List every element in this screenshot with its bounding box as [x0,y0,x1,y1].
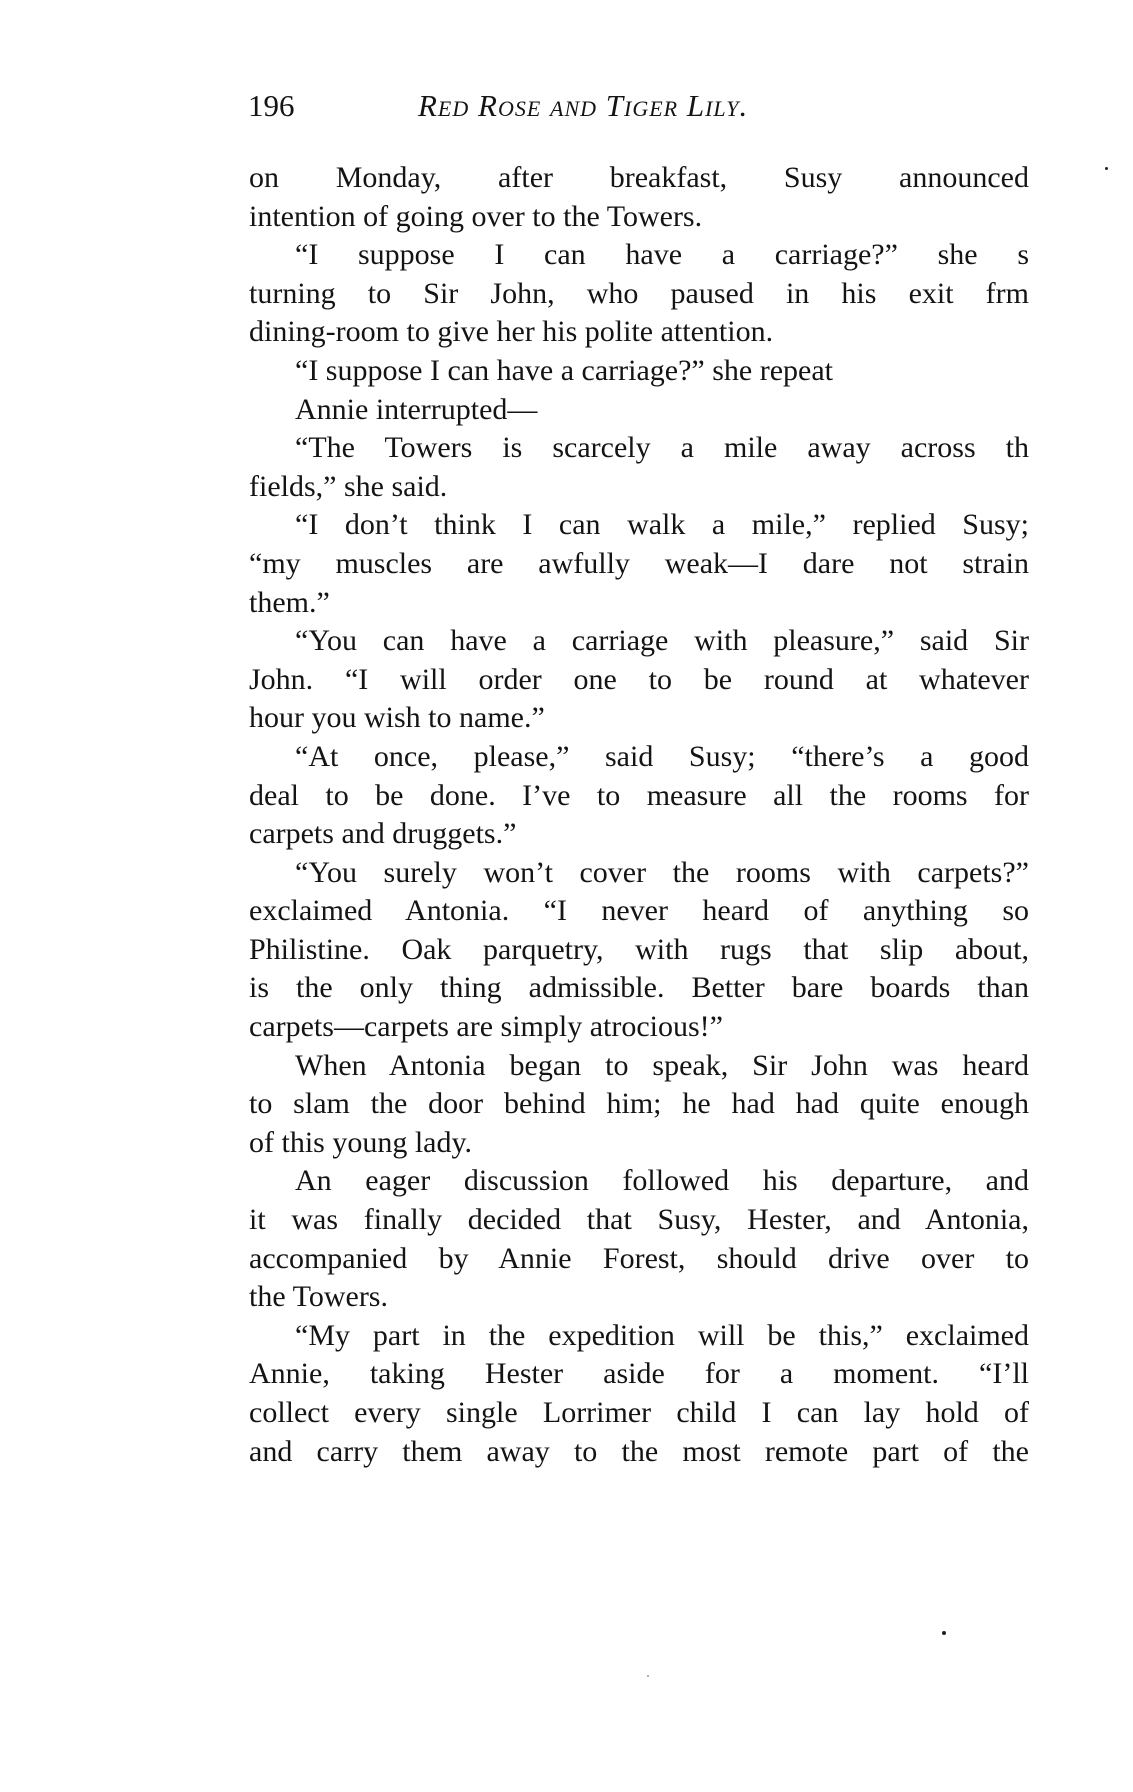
text-line: “The Towers is scarcely a mile away across th [295,431,1029,465]
text-line: exclaimed Antonia. “I never heard of anything so [249,894,1029,928]
text-line: hour you wish to name.” [249,701,545,735]
text-line: “You surely won’t cover the rooms with carpets?” [295,855,1029,889]
text-line: turning to Sir John, who paused in his exit frm [249,276,1029,310]
text-line: dining-room to give her his polite attention. [249,315,774,349]
text-line: Annie interrupted— [295,392,538,426]
text-line: carpets and druggets.” [249,817,517,851]
page-header [248,86,1048,126]
text-line: deal to be done. I’ve to measure all the rooms for [249,778,1029,812]
text-line: is the only thing admissible. Better bare boards than [249,971,1029,1005]
text-line: John. “I will order one to be round at whatever [249,662,1029,696]
text-line: “I suppose I can have a carriage?” she s [295,238,1029,272]
text-line: An eager discussion followed his departure, and [295,1164,1029,1198]
text-line: Annie, taking Hester aside for a moment. “I’ll [249,1357,1029,1391]
text-line: “I suppose I can have a carriage?” she repeat [295,353,834,387]
text-line: “You can have a carriage with pleasure,” said Sir [295,624,1029,658]
scan-speck [942,1631,946,1635]
body-text [249,159,1029,1471]
text-line: When Antonia began to speak, Sir John was heard [295,1048,1029,1082]
text-line: and carry them away to the most remote part of the [249,1434,1029,1468]
text-line: them.” [249,585,330,619]
text-line: “My part in the expedition will be this,” exclaimed [295,1318,1029,1352]
text-line: carpets—carpets are simply atrocious!” [249,1010,723,1044]
text-line: “At once, please,” said Susy; “there’s a good [295,739,1029,773]
text-line: intention of going over to the Towers. [249,199,703,233]
text-line: “my muscles are awfully weak—I dare not strain [249,546,1029,580]
text-line: the Towers. [249,1280,388,1314]
text-line: Philistine. Oak parquetry, with rugs that slip about, [249,932,1029,966]
running-title: Red Rose and Tiger Lily. [418,88,749,123]
text-line: collect every single Lorrimer child I can lay hold of [249,1396,1029,1429]
page-number: 196 [248,88,295,123]
text-line: of this young lady. [249,1125,473,1159]
text-line: on Monday, after breakfast, Susy announced [249,161,1029,194]
text-line: it was finally decided that Susy, Hester, and Antonia, [249,1203,1029,1237]
scan-speck [647,1675,649,1677]
scan-speck [1105,167,1108,170]
text-line: fields,” she said. [249,469,448,503]
text-line: accompanied by Annie Forest, should drive over to [249,1241,1029,1275]
text-line: “I don’t think I can walk a mile,” replied Susy; [295,508,1029,542]
text-line: to slam the door behind him; he had had quite enough [249,1087,1029,1121]
